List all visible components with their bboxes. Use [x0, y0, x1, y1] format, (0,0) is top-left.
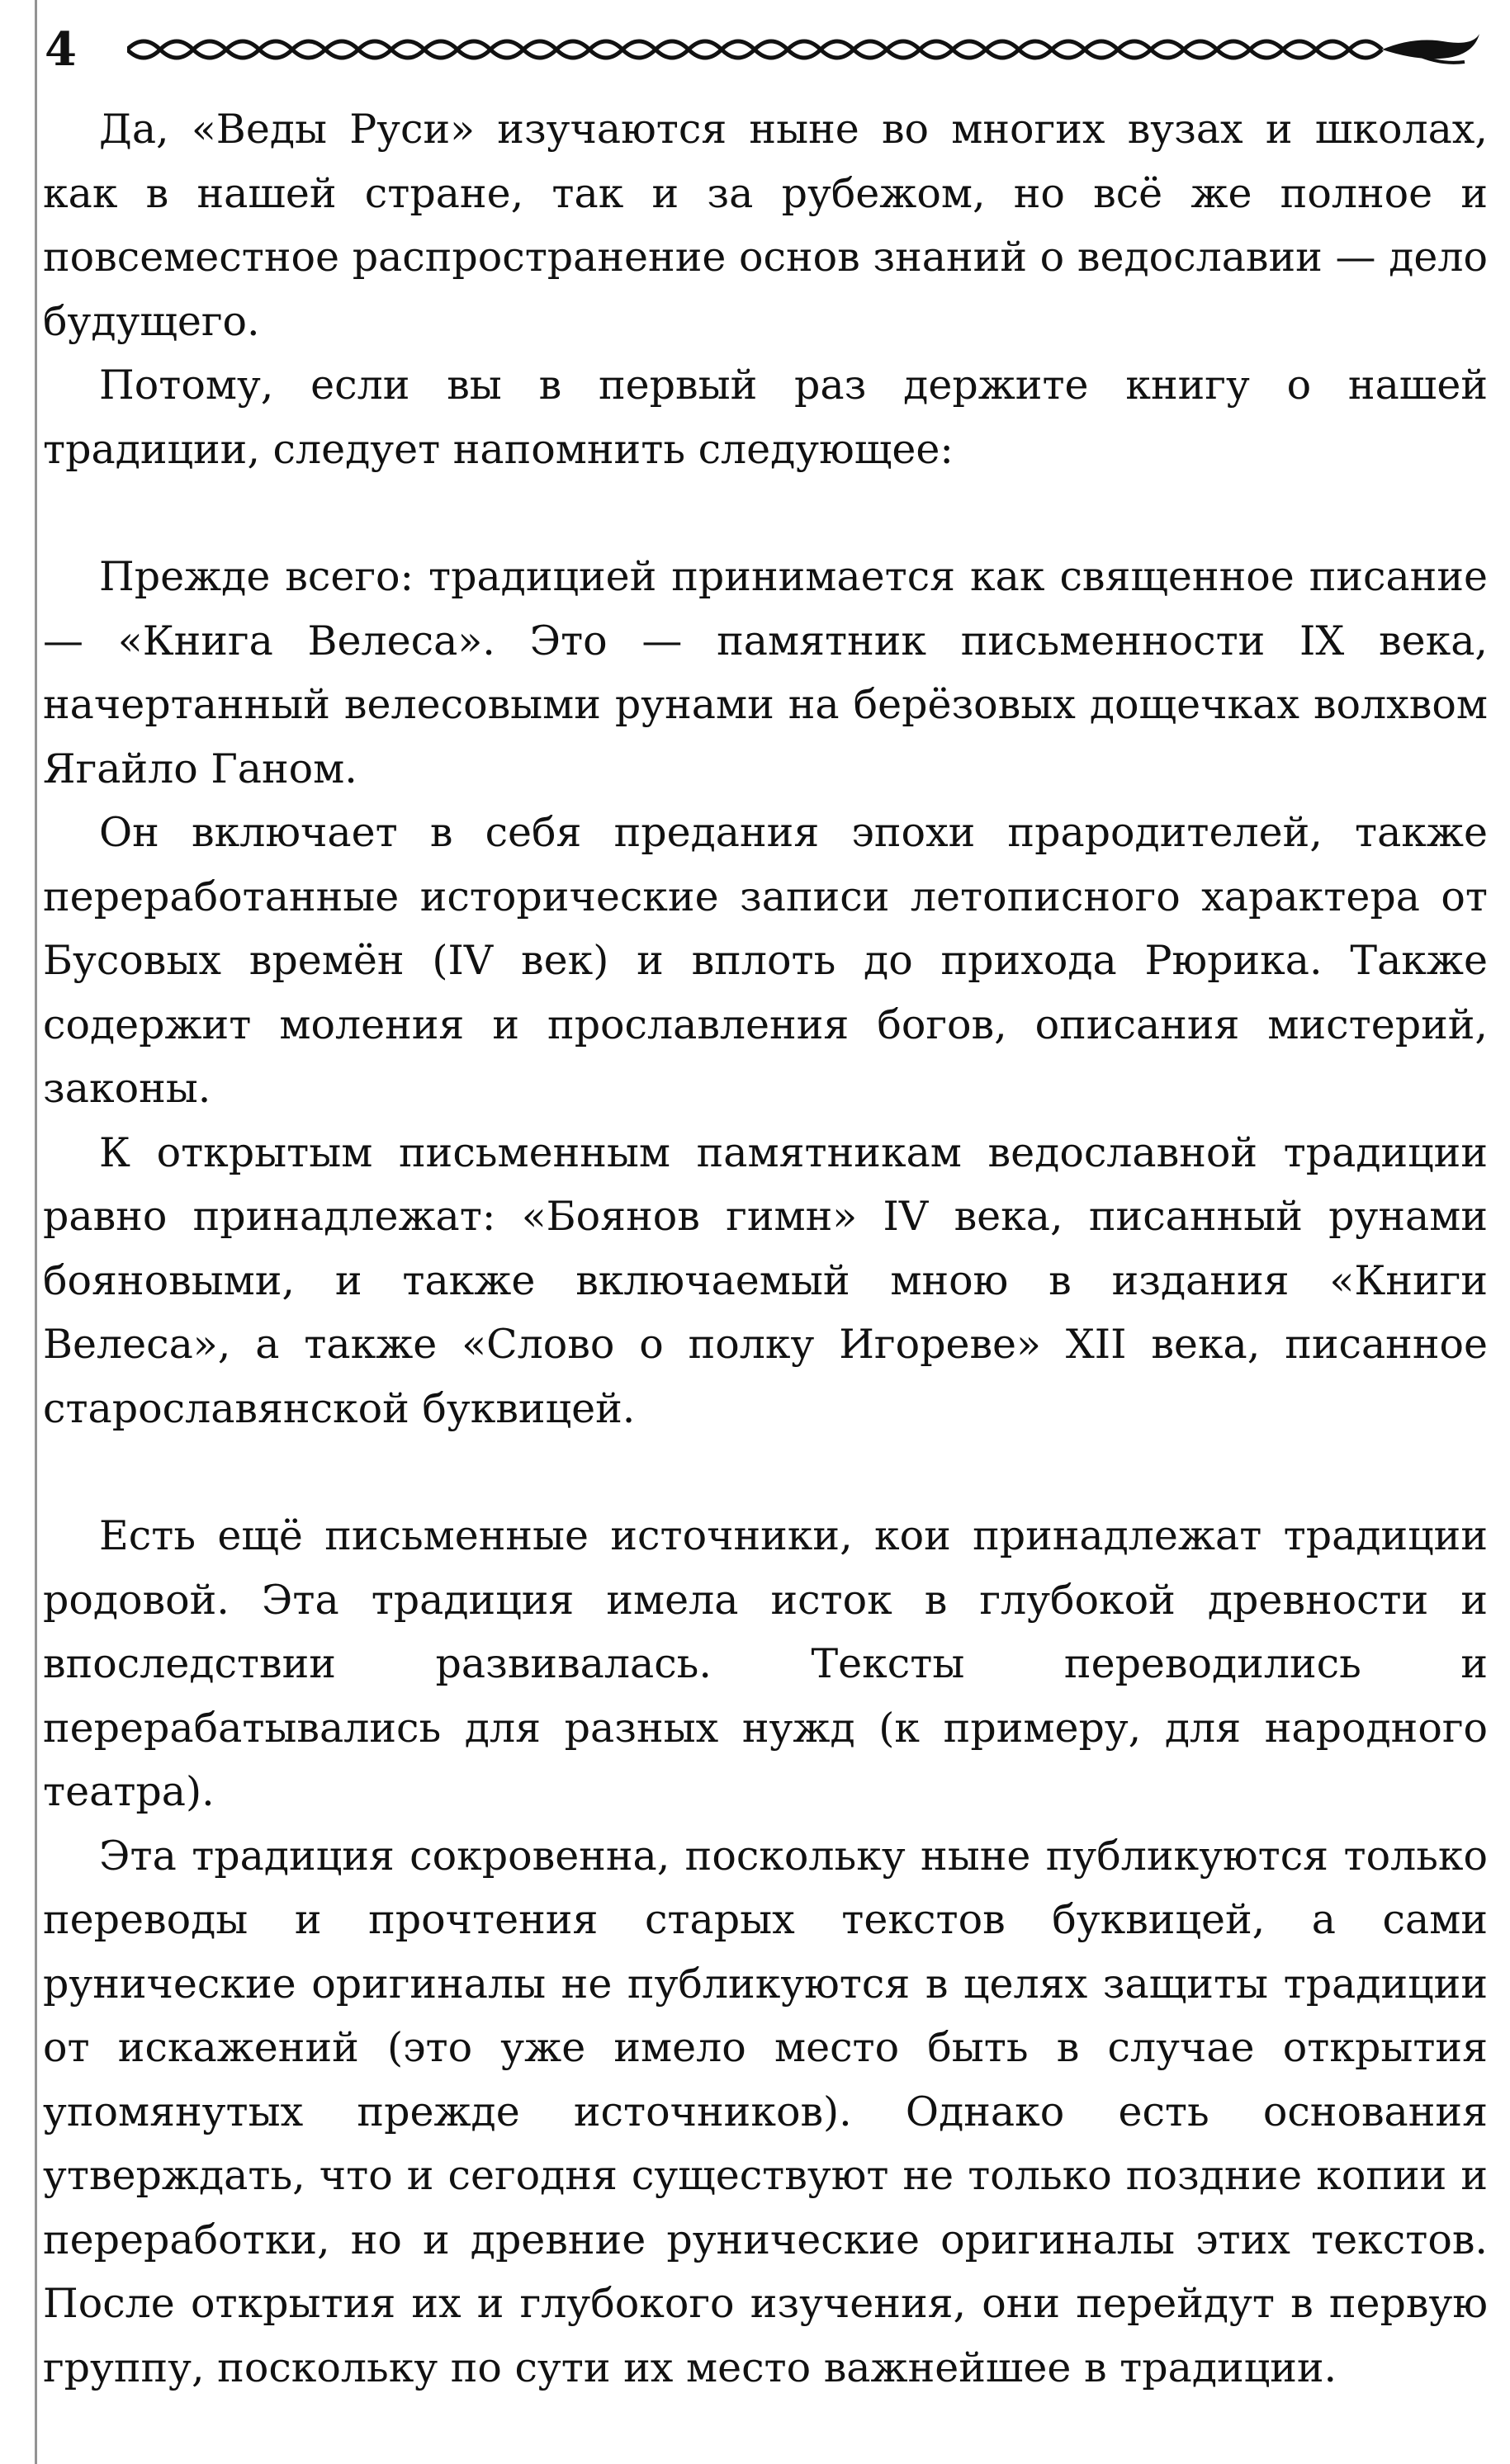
binding-edge	[35, 0, 37, 2464]
paragraph: Есть ещё письменные источники, кои принадлежат традиции родовой. Эта традиция имела исток в глубокой древности и впоследствии развивалась. Тексты переводились и перерабатывались для разных нужд (к примеру, для народного театра).	[43, 1512, 1488, 1815]
paragraph: Прежде всего: традицией принимается как священное писание — «Книга Велеса». Это — памятник письменности IX века, начертанный велесовыми рунами на берёзовых дощечках волхвом Ягайло Ганом.	[43, 553, 1488, 792]
paragraph: Он включает в себя предания эпохи прародителей, также переработанные исторические записи летописного характера от Бусовых времён (IV век) и вплоть до прихода Рюрика. Также содержит моления и прославления богов, описания мистерий, законы.	[43, 809, 1488, 1112]
paragraph: Да, «Веды Руси» изучаются ныне во многих вузах и школах, как в нашей стране, так и за рубежом, но всё же полное и повсеместное распространение основ знаний о ведославии — дело будущего.	[43, 106, 1488, 345]
paragraph: Потому, если вы в первый раз держите книгу о нашей традиции, следует напомнить следующее:	[43, 362, 1488, 473]
body-text	[43, 97, 1488, 2400]
page-number: 4	[45, 22, 77, 77]
decorative-border-icon	[127, 29, 1481, 70]
paragraph: К открытым письменным памятникам ведославной традиции равно принадлежат: «Боянов гимн» IV века, писанный рунами бояновыми, и также включаемый мною в издания «Книги Велеса», а также «Слово о полку Игореве» XII века, писанное старославянской буквицей.	[43, 1128, 1488, 1432]
paragraph: Эта традиция сокровенна, поскольку ныне публикуются только переводы и прочтения старых текстов буквицей, а сами рунические оригиналы не публикуются в целях защиты традиции от искажений (это уже имело место быть в случае открытия упомянутых прежде источников). Однако есть основания утверждать, что и сегодня существуют не только поздние копии и переработки, но и древние рунические оригиналы этих текстов. После открытия их и глубокого изучения, они перейдут в первую группу, поскольку по сути их место важнейшее в традиции.	[43, 1832, 1488, 2391]
page-header	[35, 20, 1488, 79]
